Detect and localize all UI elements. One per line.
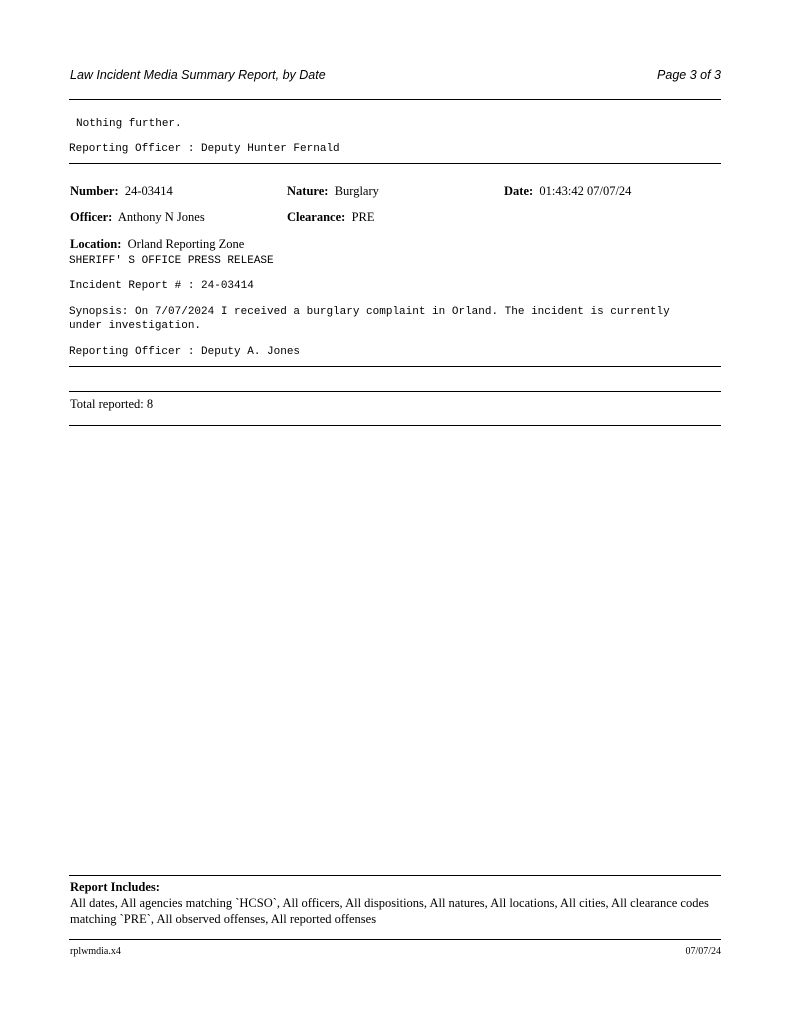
totals-top-divider [69,391,721,392]
clearance-label: Clearance: [287,210,346,224]
location-field [70,237,244,252]
record-divider [69,163,721,164]
header-divider [69,99,721,100]
location-label: Location: [70,237,122,251]
previous-reporting-officer: Reporting Officer : Deputy Hunter Fernald [69,143,340,155]
report-includes-label: Report Includes: [70,880,160,894]
footer-date: 07/07/24 [685,946,721,957]
synopsis-text: Synopsis: On 7/07/2024 I received a burglary complaint in Orland. The incident is currently under investigation. [69,306,670,332]
record-end-divider [69,366,721,367]
reporting-officer: Reporting Officer : Deputy A. Jones [69,346,301,358]
number-label: Number: [70,184,119,198]
press-release-heading: SHERIFF' S OFFICE PRESS RELEASE [69,255,274,267]
nature-label: Nature: [287,184,329,198]
footer-divider [69,939,721,940]
officer-value: Anthony N Jones [117,210,205,224]
previous-narrative: Nothing further. [76,118,182,130]
total-reported: Total reported: 8 [70,397,154,411]
report-includes-divider [69,875,721,876]
officer-field [70,210,205,225]
clearance-field [287,210,375,225]
officer-label: Officer: [70,210,113,224]
date-label: Date: [504,184,534,198]
nature-field [287,184,379,199]
clearance-value: PRE [351,210,375,224]
date-field [504,184,631,199]
report-title: Law Incident Media Summary Report, by Date [70,68,326,82]
incident-report-number: Incident Report # : 24-03414 [69,280,254,292]
totals-bottom-divider [69,425,721,426]
number-value: 24-03414 [124,184,173,198]
location-value: Orland Reporting Zone [127,237,245,251]
date-value: 01:43:42 07/07/24 [539,184,632,198]
report-includes-text: All dates, All agencies matching `HCSO`, All officers, All dispositions, All natures, All locations, All cities, All clearance codes matching `PRE`, All observed offenses, All reported offenses [70,896,709,926]
footer-filename: rplwmdia.x4 [70,946,121,957]
number-field [70,184,173,199]
nature-value: Burglary [334,184,379,198]
page-number: Page 3 of 3 [657,68,721,82]
